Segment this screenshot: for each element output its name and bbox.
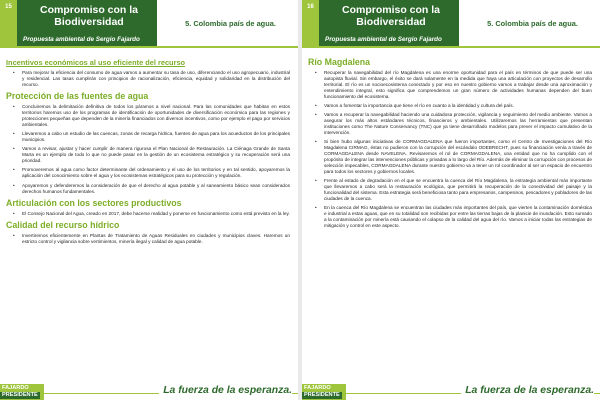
bullet-text: Vamos a fomentar la importancia que tiene el río en cuanto a la identidad y cultura del país. — [324, 102, 514, 108]
header-divider — [0, 46, 298, 48]
bullet-icon: • — [13, 167, 15, 173]
bullet-icon: • — [13, 104, 15, 110]
section-title: Incentivos económicos al uso eficiente del recurso — [6, 58, 186, 67]
header-subtitle: Propuesta ambiental de Sergio Fajardo — [23, 36, 140, 43]
bullet-item — [6, 211, 292, 217]
page-body — [6, 54, 292, 374]
page-body — [308, 54, 594, 374]
bullet-item — [6, 70, 292, 88]
bullet-icon: • — [13, 233, 15, 239]
page-footer — [302, 376, 600, 400]
bullet-icon: • — [13, 70, 15, 75]
section-title: Articulación con los sectores productivos — [6, 197, 182, 208]
bullet-text: Para mejorar la eficiencia del consumo de agua vamos a aumentar su tasa de uso, diferenciando el uso agropecuario, industrial y residencial. Las tasas cumplirán con principios de racionalización, eficiencia, equidad y solidaridad en la distribución del recurso. — [22, 70, 290, 87]
campaign-logo — [0, 384, 44, 400]
header-title-box — [319, 0, 459, 46]
bullet-item — [308, 139, 594, 174]
bullet-item — [308, 205, 594, 229]
bullet-text: Vamos a revisar, ajustar y hacer cumplir de manera rigurosa el Plan Nacional de Restauración. La Ciénaga Grande de Santa Marta es un ejemplo de todo lo que no puede pasar en la gestión de un ecosistema estratégico y su recuperación será una prioridad. — [22, 146, 290, 164]
bullet-icon: • — [13, 210, 15, 216]
header-title: Compromiso con la Biodiversidad — [39, 4, 138, 28]
chapter-title: 5. Colombia país de agua. — [185, 18, 276, 28]
bullet-icon: • — [315, 70, 317, 75]
bullet-icon: • — [315, 205, 317, 211]
bullet-text: Recuperar la navegabilidad del río Magdalena es una enorme oportunidad para el país en términos de que puede ser una autopista fluvial. Sin embargo, el éxito se dará solamente en la medida que haya una articulación con proyectos de desarrollo territorial. El río es un socioecosistema conectado y por eso en nuestro gobierno vamos a trabajar desde una aproximación y entendimiento integral, esto significa que comprendemos un gran número de actividades humanas dependen del buen funcionamiento del ecosistema. — [324, 70, 592, 99]
left-page — [0, 0, 298, 400]
bullet-item — [6, 167, 292, 179]
logo-line-1: FAJARDO — [2, 385, 29, 391]
bullet-list — [6, 104, 292, 194]
logo-line-2: PRESIDENTE — [2, 392, 38, 398]
bullet-icon: • — [315, 178, 317, 184]
bullet-item — [308, 70, 594, 100]
right-page — [302, 0, 600, 400]
bullet-text: Llevaremos a cabo un estudio de las cuencas, zonas de recarga hídrica, fuentes de agua para los acueductos de los principales municipios. — [22, 131, 290, 143]
bullet-item — [308, 178, 594, 202]
bullet-text: Frente al estado de degradación en el que se encuentra la cuenca del Río Magdalena, la estrategia ambiental más importante que llevaremos a cabo será la restauración ecológica, que permitirá la recuperación de la conectividad del paisaje y la funcionalidad del sistema. Esta estrategia será beneficiosa tanto para empresarios, campesinos, pescadores y pobladores de las ciudades de la cuenca. — [324, 178, 592, 201]
page-number: 15 — [0, 0, 17, 46]
logo-line-1: FAJARDO — [304, 385, 331, 391]
bullet-list — [6, 233, 292, 245]
header-title: Compromiso con la Biodiversidad — [341, 4, 440, 28]
bullet-text: Apoyaremos y defenderemos la consideración de que el derecho al agua potable y al saneamiento básico sean considerados derechos humanos fundamentales. — [22, 182, 290, 194]
footer-slogan: La fuerza de la esperanza. — [159, 385, 292, 396]
bullet-text: Concluiremos la delimitación definitiva de todos los páramos a nivel nacional. Para las comunidades que habitan en estos territorios haremos uso de los programas de identificación de oportunidades de diversificación económica para las regiones y protecciones pequeñas que dependen de la minería financiados con diversos incentivos, como por ejemplo el pago por servicios ambientales. — [22, 104, 290, 127]
bullet-icon: • — [315, 139, 317, 145]
campaign-logo — [302, 384, 346, 400]
chapter-title: 5. Colombia país de agua. — [487, 18, 578, 28]
bullet-text: Promoveremos al agua como factor determinante del ordenamiento y el uso de los territorios y en tal sentido, apoyaremos la aplicación del conocimiento sobre el agua y los ecosistemas estratégicos para su protección y regulación. — [22, 167, 290, 179]
bullet-item — [6, 131, 292, 143]
bullet-icon: • — [13, 131, 15, 137]
bullet-icon: • — [13, 146, 15, 152]
bullet-text: Si bien hubo algunas iniciativas de CORMAGDALENA que fueron importantes, como el Centro de Investigaciones del Río Magdalena CIRMAG, éstas no pudieron con la corrupción del escándalo ODEBRECHT, pues su financiación venía a través de CORMAGDALENA desde NAVELENA. Revisaremos el rol de CORMAGDALENA, una entidad que no ha cumplido con el propósito de integrar las intervenciones públicas y privadas a lo largo del Río. Además de eliminar la corrupción con procesos de selección impecables, CORMAGDALENA durante nuestro gobierno va a tener un rol coordinador al ser un espacio de encuentro para todos los sectores y gobiernos locales. — [324, 139, 592, 174]
header-subtitle: Propuesta ambiental de Sergio Fajardo — [325, 36, 442, 43]
page-header — [0, 0, 298, 46]
bullet-text: Vamos a recuperar la navegabilidad haciendo una cuidadosa protección, vigilancia y seguimiento del medio ambiente. Vamos a asegurar los más altos estándares técnicos, financieros y ambientales. Utilizaremos las herramientas que presentan instituciones como The Nature Conservancy (TNC) que ya tiene desarrollado modelos para prever el impacto cumulativo de la intervención. — [324, 112, 592, 135]
page-header — [302, 0, 600, 46]
bullet-icon: • — [315, 112, 317, 118]
section-title: Protección de las fuentes de agua — [6, 91, 149, 102]
bullet-icon: • — [13, 182, 15, 188]
bullet-text: En la cuenca del Río Magdalena se encuentran las ciudades más importantes del país, que vierten la contaminación doméstica e industrial a estas aguas, que en su totalidad son recibidas por entre las tierras bajas de la planicie de inundación. Esto sumado a la contaminación por minería está causando el colapso de la calidad del agua del río. Vamos a iniciar todas las estrategias de mitigación y control en este aspecto. — [324, 205, 592, 228]
bullet-item — [6, 233, 292, 245]
header-divider — [302, 46, 600, 48]
footer-slogan: La fuerza de la esperanza. — [461, 385, 594, 396]
bullet-list — [308, 70, 594, 229]
bullet-item — [6, 146, 292, 164]
bullet-item — [308, 103, 594, 109]
bullet-item — [6, 104, 292, 128]
bullet-list — [6, 211, 292, 217]
section-title: Río Magdalena — [308, 57, 371, 67]
bullet-text: El Consejo Nacional del Agua, creado en 2017, debe hacerse realidad y ponerse en funcionamiento como está previsto en la ley. — [22, 210, 290, 216]
bullet-text: Invertiremos eficientemente en Plantas de Tratamiento de Aguas Residuales en ciudades y municipios claves. Haremos un estricto control y vigilancia sobre vertimientos, minería ilegal y calidad de agua potable. — [22, 233, 290, 245]
page-footer — [0, 376, 298, 400]
logo-line-2: PRESIDENTE — [304, 392, 340, 398]
bullet-icon: • — [315, 102, 317, 108]
page-number: 16 — [302, 0, 319, 46]
header-title-box — [17, 0, 157, 46]
bullet-list — [6, 70, 292, 88]
section-title: Calidad del recurso hídrico — [6, 220, 120, 231]
bullet-item — [6, 183, 292, 195]
bullet-item — [308, 112, 594, 136]
